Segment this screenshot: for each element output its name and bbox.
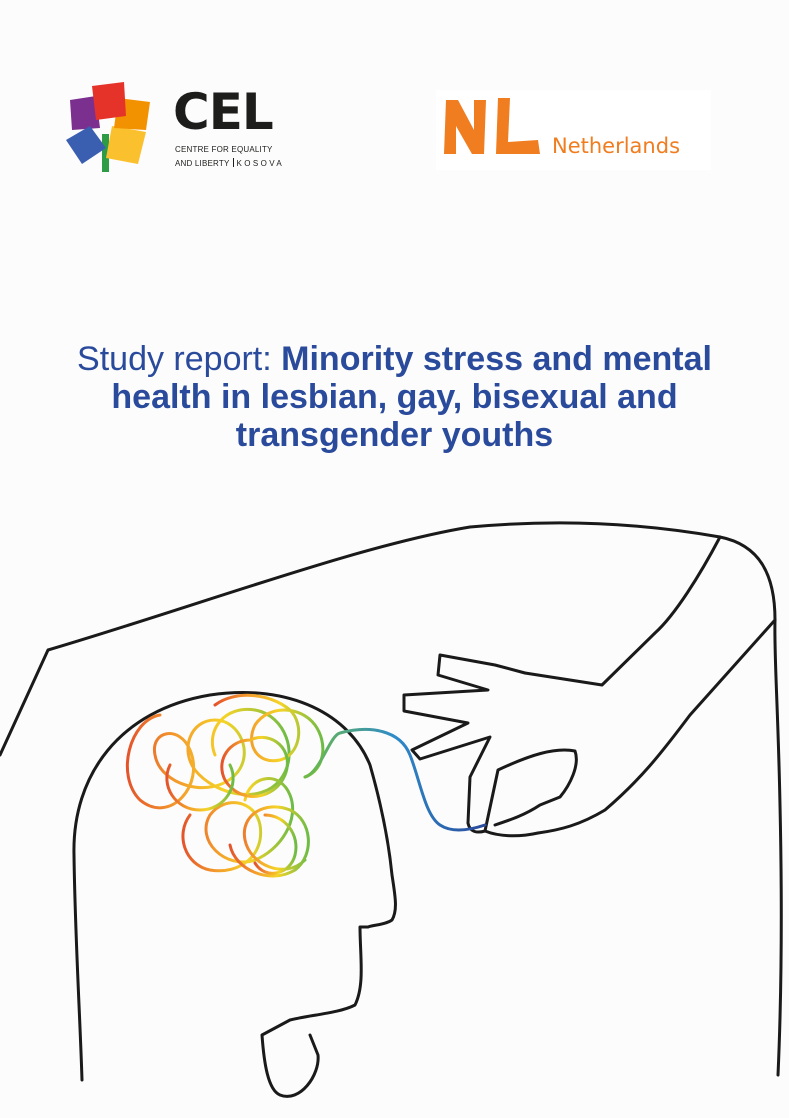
- title-emphasis: Minority stress and mental health in lesbian, gay, bisexual and transgender youths: [111, 340, 712, 454]
- cel-subtitle-line1: CENTRE FOR EQUALITY: [175, 145, 273, 154]
- nl-wordmark: Netherlands: [552, 134, 681, 158]
- cel-subtitle-divider: [233, 158, 234, 167]
- nl-netherlands-logo: [436, 90, 711, 170]
- cel-subtitle-prefix: AND LIBERTY: [175, 159, 230, 168]
- title-lead: Study report:: [77, 340, 282, 378]
- cel-flower-icon: [66, 78, 158, 174]
- page-title: [60, 340, 729, 454]
- head-with-tangled-rainbow-thread-and-hand-icon: [0, 515, 789, 1118]
- cel-subtitle-country: KOSOVA: [236, 159, 285, 168]
- cel-subtitle-line2: [175, 158, 284, 168]
- cel-logo: [66, 78, 296, 178]
- nl-mark-icon: [444, 96, 542, 158]
- cel-wordmark: CEL: [173, 83, 273, 141]
